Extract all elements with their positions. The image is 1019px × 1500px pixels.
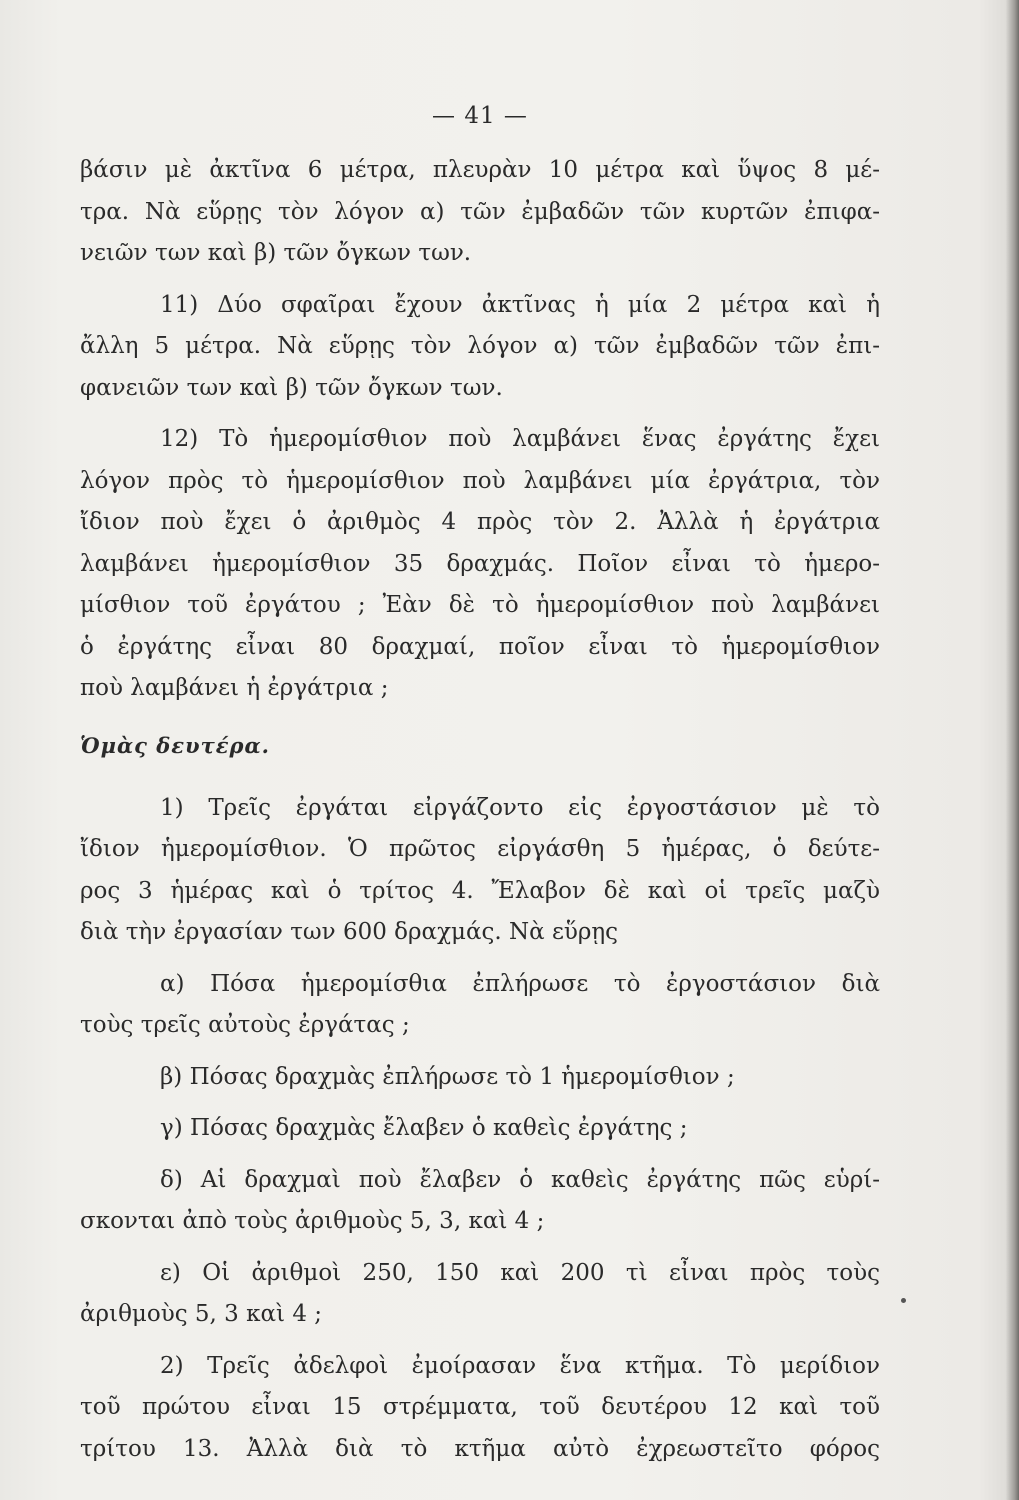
text-line: ἄλλη 5 μέτρα. Νὰ εὕρῃς τὸν λόγον α) τῶν ἐμβαδῶν τῶν ἐπι-	[80, 333, 880, 359]
text-line: 11) Δύο σφαῖραι ἔχουν ἀκτῖνας ἡ μία 2 μέτρα καὶ ἡ	[160, 291, 880, 318]
ink-speck	[901, 1298, 906, 1303]
text-line: ἴδιον ἡμερομίσθιον. Ὁ πρῶτος εἰργάσθη 5 ἡμέρας, ὁ δεύτε-	[80, 836, 880, 862]
page-edge-shadow	[1005, 0, 1019, 1500]
page-text	[80, 96, 880, 1470]
text-line: τοὺς τρεῖς αὐτοὺς ἐργάτας ;	[80, 1012, 410, 1038]
text-line: φανειῶν των καὶ β) τῶν ὄγκων των.	[80, 374, 503, 401]
part-e	[80, 1253, 880, 1336]
text-line: τοῦ πρώτου εἶναι 15 στρέμματα, τοῦ δευτέρου 12 καὶ τοῦ	[80, 1394, 880, 1420]
text-line: 12) Τὸ ἡμερομίσθιον ποὺ λαμβάνει ἕνας ἐργάτης ἔχει	[160, 426, 880, 452]
part-d	[80, 1160, 880, 1243]
continued-problem	[80, 150, 880, 275]
problem-1	[80, 788, 880, 954]
text-line: μίσθιον τοῦ ἐργάτου ; Ἐὰν δὲ τὸ ἡμερομίσθιον ποὺ λαμβάνει	[80, 592, 880, 618]
text-line: τρα. Νὰ εὕρῃς τὸν λόγον α) τῶν ἐμβαδῶν τῶν κυρτῶν ἐπιφα-	[80, 198, 880, 225]
text-line: ρος 3 ἡμέρας καὶ ὁ τρίτος 4. Ἔλαβον δὲ καὶ οἱ τρεῖς μαζὺ	[80, 877, 880, 904]
text-line: ποὺ λαμβάνει ἡ ἐργάτρια ;	[80, 675, 389, 701]
part-a	[80, 964, 880, 1047]
text-line: βάσιν μὲ ἀκτῖνα 6 μέτρα, πλευρὰν 10 μέτρα καὶ ὕψος 8 μέ-	[80, 157, 880, 183]
text-line: ἴδιον ποὺ ἔχει ὁ ἀριθμὸς 4 πρὸς τὸν 2. Ἀλλὰ ἡ ἐργάτρια	[80, 509, 880, 535]
text-line: ὁ ἐργάτης εἶναι 80 δραχμαί, ποῖον εἶναι τὸ ἡμερομίσθιον	[80, 633, 880, 660]
text-line: δ) Αἱ δραχμαὶ ποὺ ἔλαβεν ὁ καθεὶς ἐργάτης πῶς εὑρί-	[160, 1166, 880, 1193]
problem-11	[80, 285, 880, 410]
text-line: λόγον πρὸς τὸ ἡμερομίσθιον ποὺ λαμβάνει μία ἐργάτρια, τὸν	[80, 467, 880, 494]
text-line: α) Πόσα ἡμερομίσθια ἐπλήρωσε τὸ ἐργοστάσιον διὰ	[160, 970, 880, 997]
text-line: β) Πόσας δραχμὰς ἐπλήρωσε τὸ 1 ἡμερομίσθιον ;	[160, 1063, 735, 1090]
text-line: νειῶν των καὶ β) τῶν ὄγκων των.	[80, 240, 472, 266]
part-b	[80, 1057, 880, 1099]
text-line: διὰ τὴν ἐργασίαν των 600 δραχμάς. Νὰ εὕρῃς	[80, 919, 619, 945]
page-number: — 41 —	[432, 103, 528, 129]
text-line: 2) Τρεῖς ἀδελφοὶ ἐμοίρασαν ἕνα κτῆμα. Τὸ μερίδιον	[160, 1352, 880, 1379]
part-c	[80, 1108, 880, 1150]
text-line: γ) Πόσας δραχμὰς ἔλαβεν ὁ καθεὶς ἐργάτης ;	[160, 1115, 688, 1141]
text-line: 1) Τρεῖς ἐργάται εἰργάζοντο εἰς ἐργοστάσιον μὲ τὸ	[160, 794, 880, 821]
text-line: τρίτου 13. Ἀλλὰ διὰ τὸ κτῆμα αὐτὸ ἐχρεωστεῖτο φόρος	[80, 1435, 880, 1462]
text-line: ε) Οἱ ἀριθμοὶ 250, 150 καὶ 200 τὶ εἶναι πρὸς τοὺς	[160, 1259, 880, 1286]
bleed-through-mark	[690, 18, 820, 68]
group-heading: Ὁμὰς δευτέρα.	[80, 732, 270, 758]
text-line: ἀριθμοὺς 5, 3 καὶ 4 ;	[80, 1301, 323, 1327]
problem-2	[80, 1346, 880, 1471]
text-line: σκονται ἀπὸ τοὺς ἀριθμοὺς 5, 3, καὶ 4 ;	[80, 1208, 545, 1234]
problem-12	[80, 419, 880, 710]
text-line: λαμβάνει ἡμερομίσθιον 35 δραχμάς. Ποῖον εἶναι τὸ ἡμερο-	[80, 550, 880, 577]
